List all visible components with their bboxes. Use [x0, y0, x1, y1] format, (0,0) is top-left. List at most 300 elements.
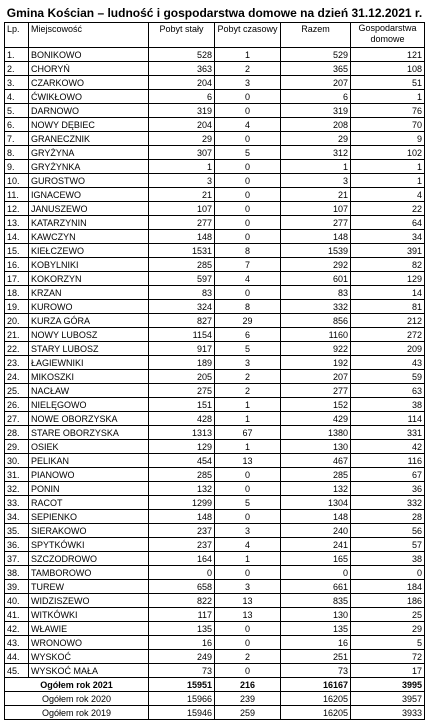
row-razem: 1539 — [281, 244, 351, 258]
row-miejscowosc: SIERAKOWO — [29, 524, 149, 538]
row-razem: 165 — [281, 552, 351, 566]
row-razem: 73 — [281, 664, 351, 678]
row-pobyt-czasowy: 0 — [215, 510, 281, 524]
row-razem: 856 — [281, 314, 351, 328]
row-miejscowosc: NACŁAW — [29, 384, 149, 398]
row-gospodarstwa: 14 — [351, 286, 425, 300]
row-pobyt-czasowy: 0 — [215, 482, 281, 496]
row-gospodarstwa: 272 — [351, 328, 425, 342]
table-row — [5, 482, 425, 496]
row-miejscowosc: KATARZYNIN — [29, 216, 149, 230]
row-pobyt-czasowy: 2 — [215, 650, 281, 664]
row-razem: 429 — [281, 412, 351, 426]
row-lp: 19. — [5, 300, 29, 314]
row-miejscowosc: STARY LUBOSZ — [29, 342, 149, 356]
row-razem: 922 — [281, 342, 351, 356]
table-row — [5, 608, 425, 622]
row-gospodarstwa: 28 — [351, 510, 425, 524]
row-razem: 135 — [281, 622, 351, 636]
summary-gospodarstwa: 3995 — [351, 678, 425, 692]
row-pobyt-staly: 29 — [149, 132, 215, 146]
row-lp: 3. — [5, 76, 29, 90]
row-pobyt-staly: 1 — [149, 160, 215, 174]
row-lp: 33. — [5, 496, 29, 510]
table-row — [5, 188, 425, 202]
row-pobyt-czasowy: 0 — [215, 132, 281, 146]
row-lp: 27. — [5, 412, 29, 426]
row-lp: 15. — [5, 244, 29, 258]
header-miejscowosc: Miejscowość — [29, 23, 149, 48]
summary-label: Ogółem rok 2021 — [5, 678, 149, 692]
row-razem: 292 — [281, 258, 351, 272]
row-lp: 11. — [5, 188, 29, 202]
row-razem: 0 — [281, 566, 351, 580]
table-row — [5, 370, 425, 384]
summary-razem: 16205 — [281, 692, 351, 706]
row-miejscowosc: WYSKOĆ — [29, 650, 149, 664]
row-razem: 601 — [281, 272, 351, 286]
table-row — [5, 244, 425, 258]
row-miejscowosc: WRONOWO — [29, 636, 149, 650]
row-gospodarstwa: 81 — [351, 300, 425, 314]
row-pobyt-staly: 117 — [149, 608, 215, 622]
row-lp: 10. — [5, 174, 29, 188]
row-razem: 529 — [281, 48, 351, 62]
row-pobyt-staly: 1313 — [149, 426, 215, 440]
row-pobyt-staly: 148 — [149, 230, 215, 244]
row-gospodarstwa: 121 — [351, 48, 425, 62]
row-lp: 31. — [5, 468, 29, 482]
row-pobyt-czasowy: 0 — [215, 160, 281, 174]
row-pobyt-staly: 597 — [149, 272, 215, 286]
row-pobyt-czasowy: 4 — [215, 538, 281, 552]
row-pobyt-czasowy: 0 — [215, 286, 281, 300]
summary-pobyt-staly: 15946 — [149, 706, 215, 720]
row-miejscowosc: STARE OBORZYSKA — [29, 426, 149, 440]
table-row — [5, 216, 425, 230]
row-razem: 285 — [281, 468, 351, 482]
row-gospodarstwa: 56 — [351, 524, 425, 538]
table-row — [5, 300, 425, 314]
row-razem: 130 — [281, 440, 351, 454]
row-pobyt-staly: 277 — [149, 216, 215, 230]
row-pobyt-czasowy: 1 — [215, 48, 281, 62]
table-row — [5, 90, 425, 104]
row-miejscowosc: BONIKOWO — [29, 48, 149, 62]
row-pobyt-czasowy: 29 — [215, 314, 281, 328]
row-razem: 3 — [281, 174, 351, 188]
row-pobyt-staly: 204 — [149, 76, 215, 90]
row-pobyt-staly: 204 — [149, 118, 215, 132]
row-pobyt-czasowy: 0 — [215, 230, 281, 244]
row-gospodarstwa: 391 — [351, 244, 425, 258]
row-gospodarstwa: 1 — [351, 160, 425, 174]
row-razem: 240 — [281, 524, 351, 538]
row-pobyt-czasowy: 0 — [215, 202, 281, 216]
table-row — [5, 496, 425, 510]
row-lp: 40. — [5, 594, 29, 608]
row-miejscowosc: GRANECZNIK — [29, 132, 149, 146]
row-pobyt-czasowy: 3 — [215, 356, 281, 370]
row-pobyt-staly: 285 — [149, 258, 215, 272]
row-razem: 1160 — [281, 328, 351, 342]
row-pobyt-staly: 16 — [149, 636, 215, 650]
row-miejscowosc: TUREW — [29, 580, 149, 594]
table-row — [5, 426, 425, 440]
table-row — [5, 580, 425, 594]
row-lp: 16. — [5, 258, 29, 272]
row-razem: 148 — [281, 230, 351, 244]
row-lp: 30. — [5, 454, 29, 468]
row-gospodarstwa: 42 — [351, 440, 425, 454]
summary-pobyt-czasowy: 239 — [215, 692, 281, 706]
row-gospodarstwa: 22 — [351, 202, 425, 216]
row-gospodarstwa: 186 — [351, 594, 425, 608]
summary-row — [5, 692, 425, 706]
row-pobyt-czasowy: 3 — [215, 580, 281, 594]
row-pobyt-czasowy: 0 — [215, 468, 281, 482]
row-miejscowosc: CHORYŃ — [29, 62, 149, 76]
table-row — [5, 76, 425, 90]
table-row — [5, 664, 425, 678]
row-razem: 332 — [281, 300, 351, 314]
row-pobyt-staly: 3 — [149, 174, 215, 188]
table-row — [5, 594, 425, 608]
row-pobyt-staly: 237 — [149, 524, 215, 538]
row-pobyt-staly: 428 — [149, 412, 215, 426]
row-miejscowosc: KOKORZYN — [29, 272, 149, 286]
row-gospodarstwa: 59 — [351, 370, 425, 384]
row-miejscowosc: ŁAGIEWNIKI — [29, 356, 149, 370]
table-row — [5, 412, 425, 426]
row-gospodarstwa: 76 — [351, 104, 425, 118]
summary-label: Ogółem rok 2019 — [5, 706, 149, 720]
table-row — [5, 202, 425, 216]
row-razem: 130 — [281, 608, 351, 622]
row-lp: 9. — [5, 160, 29, 174]
table-row — [5, 258, 425, 272]
table-row — [5, 286, 425, 300]
summary-pobyt-staly: 15951 — [149, 678, 215, 692]
row-gospodarstwa: 38 — [351, 552, 425, 566]
row-razem: 251 — [281, 650, 351, 664]
row-gospodarstwa: 72 — [351, 650, 425, 664]
row-gospodarstwa: 51 — [351, 76, 425, 90]
row-lp: 34. — [5, 510, 29, 524]
row-pobyt-czasowy: 7 — [215, 258, 281, 272]
row-pobyt-czasowy: 1 — [215, 440, 281, 454]
row-gospodarstwa: 70 — [351, 118, 425, 132]
row-pobyt-staly: 658 — [149, 580, 215, 594]
row-razem: 208 — [281, 118, 351, 132]
row-gospodarstwa: 82 — [351, 258, 425, 272]
row-miejscowosc: MIKOSZKI — [29, 370, 149, 384]
header-pobyt-staly: Pobyt stały — [149, 23, 215, 48]
row-pobyt-czasowy: 67 — [215, 426, 281, 440]
row-miejscowosc: KURZA GÓRA — [29, 314, 149, 328]
row-lp: 42. — [5, 622, 29, 636]
row-gospodarstwa: 1 — [351, 90, 425, 104]
row-pobyt-staly: 135 — [149, 622, 215, 636]
table-row — [5, 328, 425, 342]
row-lp: 4. — [5, 90, 29, 104]
row-razem: 365 — [281, 62, 351, 76]
row-lp: 6. — [5, 118, 29, 132]
row-gospodarstwa: 29 — [351, 622, 425, 636]
row-lp: 23. — [5, 356, 29, 370]
row-miejscowosc: TAMBOROWO — [29, 566, 149, 580]
row-gospodarstwa: 64 — [351, 216, 425, 230]
row-razem: 16 — [281, 636, 351, 650]
row-pobyt-staly: 1531 — [149, 244, 215, 258]
table-row — [5, 384, 425, 398]
row-lp: 35. — [5, 524, 29, 538]
row-lp: 8. — [5, 146, 29, 160]
row-lp: 18. — [5, 286, 29, 300]
row-miejscowosc: ĆWIKŁOWO — [29, 90, 149, 104]
table-row — [5, 118, 425, 132]
row-lp: 17. — [5, 272, 29, 286]
row-gospodarstwa: 212 — [351, 314, 425, 328]
row-razem: 207 — [281, 76, 351, 90]
row-pobyt-staly: 822 — [149, 594, 215, 608]
row-gospodarstwa: 129 — [351, 272, 425, 286]
row-pobyt-czasowy: 4 — [215, 272, 281, 286]
row-pobyt-czasowy: 3 — [215, 76, 281, 90]
table-row — [5, 104, 425, 118]
row-pobyt-staly: 129 — [149, 440, 215, 454]
row-pobyt-staly: 0 — [149, 566, 215, 580]
row-razem: 21 — [281, 188, 351, 202]
row-pobyt-staly: 237 — [149, 538, 215, 552]
row-miejscowosc: KOBYLNIKI — [29, 258, 149, 272]
row-gospodarstwa: 17 — [351, 664, 425, 678]
row-gospodarstwa: 34 — [351, 230, 425, 244]
row-gospodarstwa: 4 — [351, 188, 425, 202]
row-miejscowosc: NIELĘGOWO — [29, 398, 149, 412]
row-pobyt-staly: 363 — [149, 62, 215, 76]
row-gospodarstwa: 331 — [351, 426, 425, 440]
row-lp: 12. — [5, 202, 29, 216]
row-pobyt-staly: 324 — [149, 300, 215, 314]
row-pobyt-czasowy: 13 — [215, 454, 281, 468]
row-gospodarstwa: 9 — [351, 132, 425, 146]
row-pobyt-staly: 107 — [149, 202, 215, 216]
row-razem: 207 — [281, 370, 351, 384]
row-pobyt-czasowy: 2 — [215, 370, 281, 384]
row-gospodarstwa: 43 — [351, 356, 425, 370]
row-miejscowosc: KIEŁCZEWO — [29, 244, 149, 258]
row-miejscowosc: RACOT — [29, 496, 149, 510]
row-pobyt-czasowy: 0 — [215, 566, 281, 580]
row-miejscowosc: PIANOWO — [29, 468, 149, 482]
row-lp: 39. — [5, 580, 29, 594]
row-pobyt-staly: 319 — [149, 104, 215, 118]
row-lp: 38. — [5, 566, 29, 580]
table-row — [5, 174, 425, 188]
row-pobyt-staly: 73 — [149, 664, 215, 678]
row-lp: 32. — [5, 482, 29, 496]
row-pobyt-staly: 827 — [149, 314, 215, 328]
row-razem: 148 — [281, 510, 351, 524]
row-pobyt-czasowy: 8 — [215, 244, 281, 258]
row-razem: 1380 — [281, 426, 351, 440]
row-lp: 28. — [5, 426, 29, 440]
table-row — [5, 132, 425, 146]
row-pobyt-czasowy: 5 — [215, 342, 281, 356]
row-pobyt-czasowy: 13 — [215, 594, 281, 608]
table-row — [5, 272, 425, 286]
row-miejscowosc: GRYŻYNA — [29, 146, 149, 160]
row-pobyt-czasowy: 2 — [215, 384, 281, 398]
row-pobyt-staly: 132 — [149, 482, 215, 496]
row-pobyt-czasowy: 6 — [215, 328, 281, 342]
row-pobyt-czasowy: 0 — [215, 622, 281, 636]
row-pobyt-staly: 275 — [149, 384, 215, 398]
row-gospodarstwa: 0 — [351, 566, 425, 580]
table-row — [5, 552, 425, 566]
row-razem: 277 — [281, 384, 351, 398]
row-lp: 43. — [5, 636, 29, 650]
row-lp: 37. — [5, 552, 29, 566]
row-pobyt-czasowy: 0 — [215, 188, 281, 202]
row-pobyt-staly: 189 — [149, 356, 215, 370]
row-pobyt-czasowy: 1 — [215, 398, 281, 412]
row-lp: 44. — [5, 650, 29, 664]
row-gospodarstwa: 102 — [351, 146, 425, 160]
header-razem: Razem — [281, 23, 351, 48]
row-gospodarstwa: 116 — [351, 454, 425, 468]
table-row — [5, 356, 425, 370]
row-razem: 312 — [281, 146, 351, 160]
row-pobyt-staly: 285 — [149, 468, 215, 482]
row-pobyt-staly: 1299 — [149, 496, 215, 510]
row-pobyt-czasowy: 2 — [215, 62, 281, 76]
table-row — [5, 48, 425, 62]
table-row — [5, 160, 425, 174]
row-razem: 241 — [281, 538, 351, 552]
row-pobyt-czasowy: 0 — [215, 90, 281, 104]
table-row — [5, 622, 425, 636]
table-row — [5, 636, 425, 650]
row-razem: 835 — [281, 594, 351, 608]
row-gospodarstwa: 67 — [351, 468, 425, 482]
summary-label: Ogółem rok 2020 — [5, 692, 149, 706]
row-gospodarstwa: 184 — [351, 580, 425, 594]
row-lp: 13. — [5, 216, 29, 230]
table-row — [5, 468, 425, 482]
row-miejscowosc: NOWY DĘBIEC — [29, 118, 149, 132]
row-gospodarstwa: 38 — [351, 398, 425, 412]
row-pobyt-staly: 917 — [149, 342, 215, 356]
row-lp: 36. — [5, 538, 29, 552]
row-pobyt-staly: 6 — [149, 90, 215, 104]
summary-pobyt-czasowy: 216 — [215, 678, 281, 692]
row-gospodarstwa: 1 — [351, 174, 425, 188]
row-miejscowosc: KRZAN — [29, 286, 149, 300]
row-lp: 26. — [5, 398, 29, 412]
row-lp: 41. — [5, 608, 29, 622]
row-miejscowosc: WITKÓWKI — [29, 608, 149, 622]
row-razem: 277 — [281, 216, 351, 230]
row-razem: 1 — [281, 160, 351, 174]
row-miejscowosc: KAWCZYN — [29, 230, 149, 244]
row-razem: 661 — [281, 580, 351, 594]
row-pobyt-staly: 1154 — [149, 328, 215, 342]
row-razem: 29 — [281, 132, 351, 146]
row-lp: 14. — [5, 230, 29, 244]
population-table — [4, 22, 425, 720]
row-gospodarstwa: 63 — [351, 384, 425, 398]
row-pobyt-staly: 21 — [149, 188, 215, 202]
row-miejscowosc: SPYTKÓWKI — [29, 538, 149, 552]
row-pobyt-staly: 528 — [149, 48, 215, 62]
table-row — [5, 566, 425, 580]
row-pobyt-staly: 164 — [149, 552, 215, 566]
table-row — [5, 398, 425, 412]
row-pobyt-czasowy: 0 — [215, 216, 281, 230]
table-row — [5, 650, 425, 664]
row-miejscowosc: GRYŻYNKA — [29, 160, 149, 174]
row-miejscowosc: GUROSTWO — [29, 174, 149, 188]
row-pobyt-czasowy: 5 — [215, 146, 281, 160]
row-miejscowosc: NOWE OBORZYSKA — [29, 412, 149, 426]
row-miejscowosc: PELIKAN — [29, 454, 149, 468]
summary-razem: 16205 — [281, 706, 351, 720]
row-miejscowosc: WYSKOĆ MAŁA — [29, 664, 149, 678]
row-miejscowosc: PONIN — [29, 482, 149, 496]
table-row — [5, 454, 425, 468]
row-pobyt-czasowy: 5 — [215, 496, 281, 510]
header-gospodarstwa: Gospodarstwa domowe — [351, 23, 425, 48]
row-lp: 5. — [5, 104, 29, 118]
table-row — [5, 230, 425, 244]
row-pobyt-staly: 205 — [149, 370, 215, 384]
row-lp: 7. — [5, 132, 29, 146]
row-lp: 24. — [5, 370, 29, 384]
row-razem: 192 — [281, 356, 351, 370]
row-gospodarstwa: 57 — [351, 538, 425, 552]
row-razem: 132 — [281, 482, 351, 496]
row-pobyt-czasowy: 0 — [215, 664, 281, 678]
row-lp: 21. — [5, 328, 29, 342]
row-pobyt-czasowy: 4 — [215, 118, 281, 132]
row-pobyt-staly: 307 — [149, 146, 215, 160]
row-pobyt-staly: 249 — [149, 650, 215, 664]
summary-pobyt-czasowy: 259 — [215, 706, 281, 720]
table-row — [5, 62, 425, 76]
row-miejscowosc: CZARKOWO — [29, 76, 149, 90]
row-miejscowosc: SEPIENKO — [29, 510, 149, 524]
header-pobyt-czasowy: Pobyt czasowy — [215, 23, 281, 48]
row-pobyt-czasowy: 0 — [215, 636, 281, 650]
row-gospodarstwa: 36 — [351, 482, 425, 496]
row-miejscowosc: WŁAWIE — [29, 622, 149, 636]
row-pobyt-staly: 454 — [149, 454, 215, 468]
row-pobyt-staly: 83 — [149, 286, 215, 300]
summary-row — [5, 706, 425, 720]
table-row — [5, 510, 425, 524]
row-miejscowosc: WIDZISZEWO — [29, 594, 149, 608]
summary-pobyt-staly: 15966 — [149, 692, 215, 706]
row-razem: 1304 — [281, 496, 351, 510]
row-lp: 22. — [5, 342, 29, 356]
table-row — [5, 146, 425, 160]
row-razem: 467 — [281, 454, 351, 468]
row-pobyt-czasowy: 1 — [215, 552, 281, 566]
row-lp: 29. — [5, 440, 29, 454]
row-razem: 152 — [281, 398, 351, 412]
